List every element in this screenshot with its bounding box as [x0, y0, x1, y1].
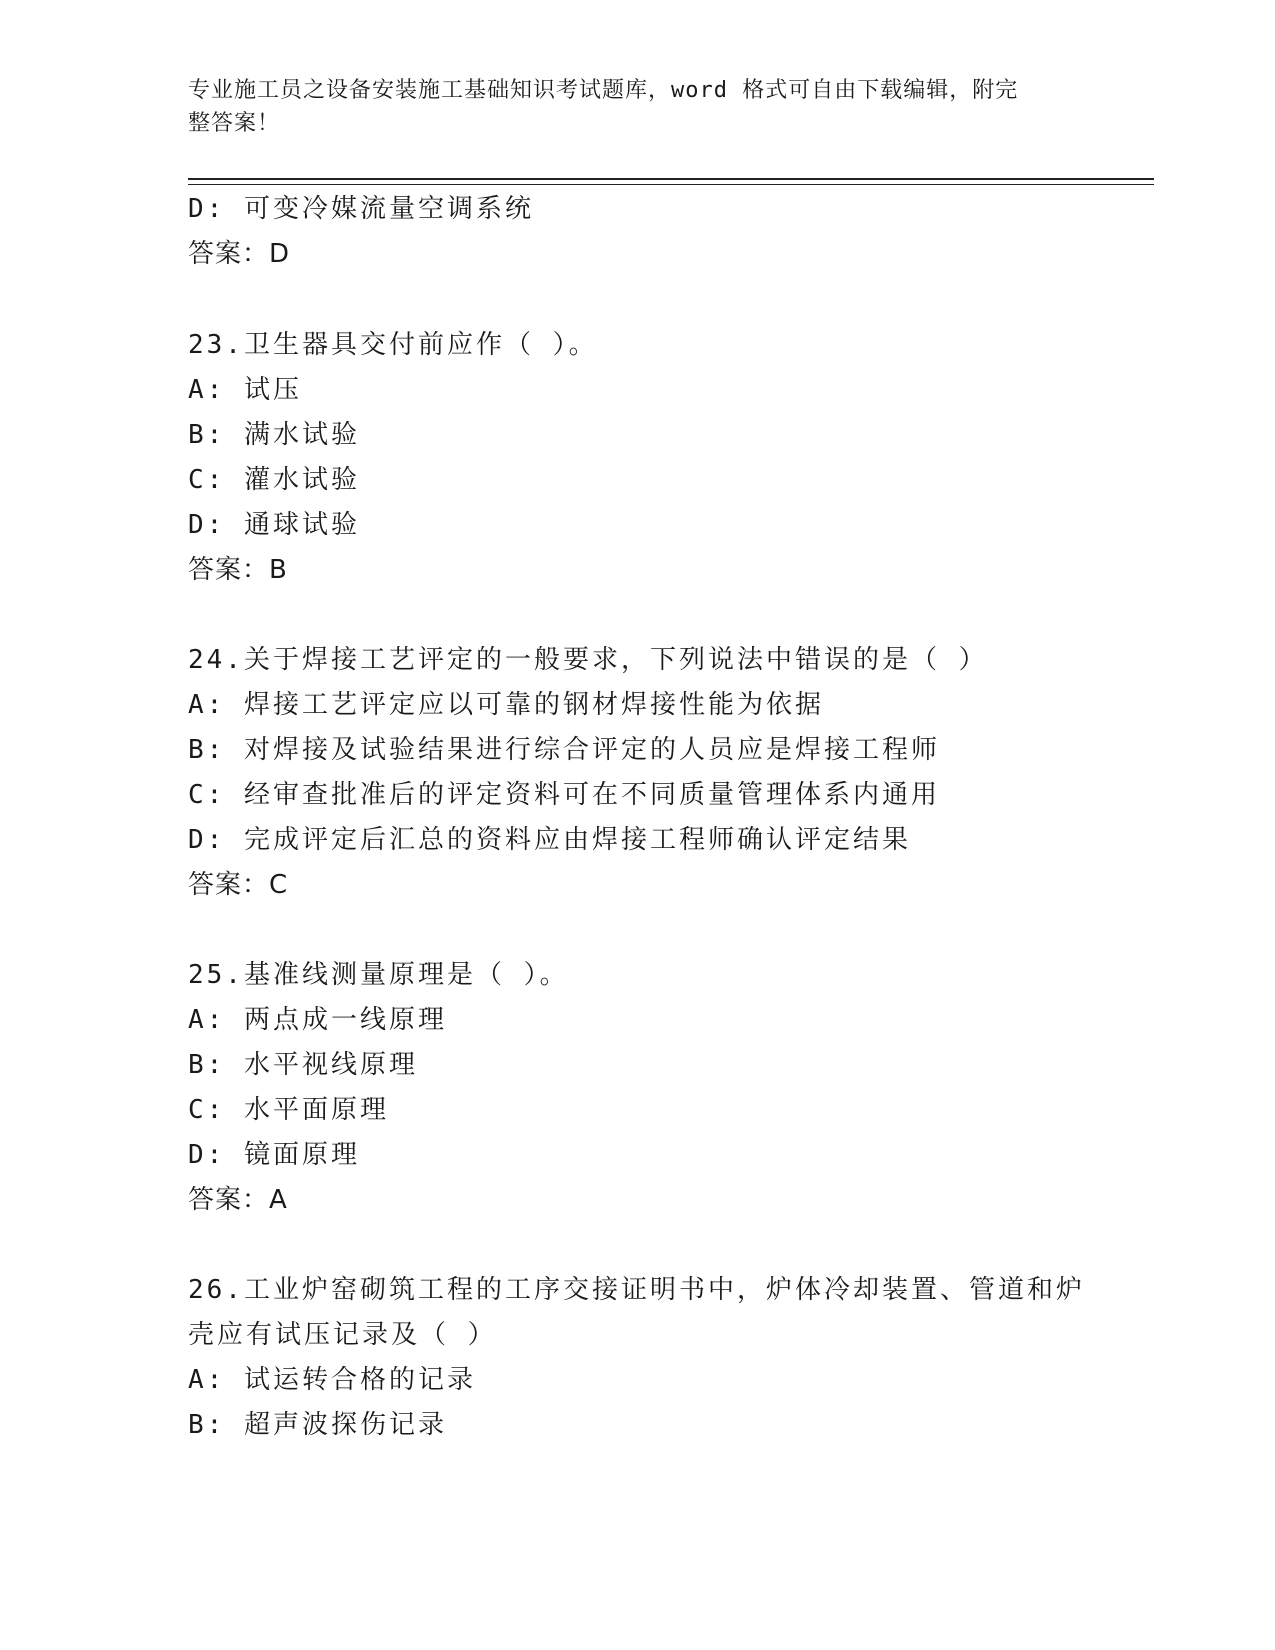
q26-stem-line-2: 壳应有试压记录及（ ）	[188, 1320, 497, 1350]
q24-option-b: B: 对焊接及试验结果进行综合评定的人员应是焊接工程师	[188, 735, 940, 765]
header-divider-thick	[188, 178, 1154, 180]
q25-option-b: B: 水平视线原理	[188, 1050, 418, 1080]
q25-option-c: C: 水平面原理	[188, 1095, 389, 1125]
q24-stem: 24.关于焊接工艺评定的一般要求，下列说法中错误的是（ ）	[188, 645, 988, 675]
q25-stem: 25.基准线测量原理是（ ）。	[188, 960, 569, 990]
prev-option-d: D: 可变冷媒流量空调系统	[188, 194, 534, 224]
q23-option-a: A: 试压	[188, 375, 302, 405]
q24-option-d: D: 完成评定后汇总的资料应由焊接工程师确认评定结果	[188, 825, 911, 855]
header-divider-thin	[188, 184, 1154, 185]
q26-stem-line-1: 26.工业炉窑砌筑工程的工序交接证明书中，炉体冷却装置、管道和炉	[188, 1275, 1085, 1305]
q25-answer: 答案：A	[188, 1185, 288, 1215]
header-line-1: 专业施工员之设备安装施工基础知识考试题库，word 格式可自由下载编辑，附完	[188, 78, 1019, 103]
q26-option-a: A: 试运转合格的记录	[188, 1365, 476, 1395]
q26-option-b: B: 超声波探伤记录	[188, 1410, 447, 1440]
q23-option-c: C: 灌水试验	[188, 465, 360, 495]
q23-stem: 23.卫生器具交付前应作（ ）。	[188, 330, 598, 360]
q23-option-b: B: 满水试验	[188, 420, 360, 450]
q23-answer: 答案：B	[188, 555, 288, 585]
header-line-2: 整答案！	[188, 111, 281, 136]
q25-option-a: A: 两点成一线原理	[188, 1005, 447, 1035]
q24-answer: 答案：C	[188, 870, 289, 900]
prev-answer: 答案：D	[188, 239, 291, 269]
q23-option-d: D: 通球试验	[188, 510, 360, 540]
q25-option-d: D: 镜面原理	[188, 1140, 360, 1170]
q24-option-c: C: 经审查批准后的评定资料可在不同质量管理体系内通用	[188, 780, 940, 810]
document-header	[188, 74, 1068, 140]
q24-option-a: A: 焊接工艺评定应以可靠的钢材焊接性能为依据	[188, 690, 824, 720]
